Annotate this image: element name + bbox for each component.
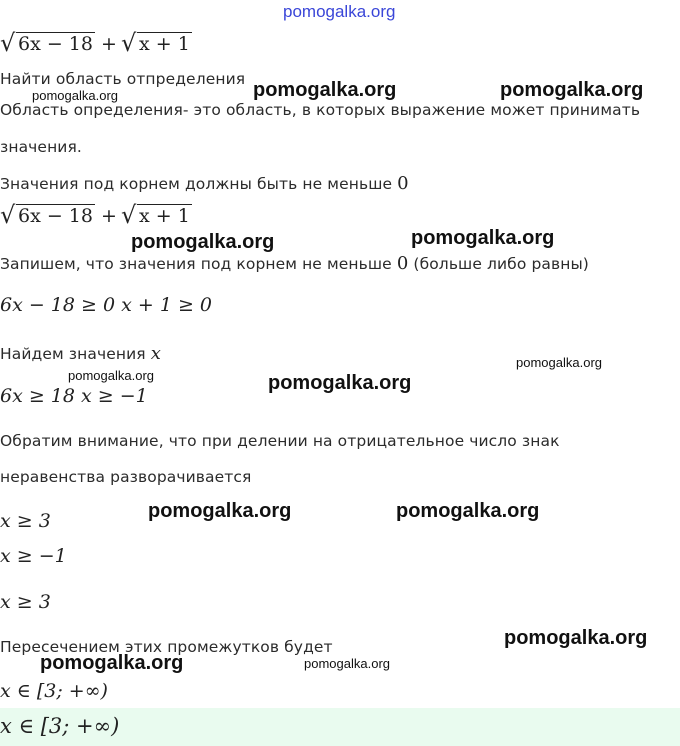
inequality-system-2: 6x ≥ 18 x ≥ −1 — [0, 385, 148, 407]
inequality-system-1: 6x − 18 ≥ 0 x + 1 ≥ 0 — [0, 294, 212, 316]
plus-sign: + — [101, 205, 117, 227]
definition-text-cont: значения. — [0, 138, 82, 156]
radicand-2: x + 1 — [139, 33, 190, 55]
result-2: x ≥ −1 — [0, 545, 67, 567]
watermark-small: pomogalka.org — [68, 368, 154, 383]
find-variable: x — [150, 343, 161, 364]
write-zero: 0 — [396, 253, 409, 274]
watermark: pomogalka.org — [411, 227, 555, 249]
write-tail: (больше либо равны) — [413, 255, 589, 273]
watermark: pomogalka.org — [253, 79, 397, 101]
watermark: pomogalka.org — [148, 500, 292, 522]
watermark: pomogalka.org — [131, 231, 275, 253]
watermark: pomogalka.org — [504, 627, 648, 649]
plus-sign: + — [101, 33, 117, 55]
expression-radicals-2 — [2, 205, 192, 227]
watermark-small: pomogalka.org — [304, 656, 390, 671]
rule-zero: 0 — [397, 173, 409, 194]
find-text — [0, 343, 161, 364]
rule-label: Значения под корнем должны быть не меньше — [0, 175, 393, 193]
watermark-top: pomogalka.org — [283, 2, 396, 21]
answer-interval: x ∈ [3; +∞) — [0, 714, 120, 738]
watermark: pomogalka.org — [40, 652, 184, 674]
radicand-1: 6x − 18 — [18, 33, 93, 55]
watermark-small: pomogalka.org — [516, 355, 602, 370]
watermark: pomogalka.org — [500, 79, 644, 101]
answer-box — [0, 708, 680, 746]
definition-text: Область определения- это область, в которых выражение может принимать — [0, 101, 641, 119]
note-text: Обратим внимание, что при делении на отрицательное число знак — [0, 432, 560, 450]
result-3: x ≥ 3 — [0, 591, 51, 613]
interval-result: x ∈ [3; +∞) — [0, 680, 108, 702]
radicand-1: 6x − 18 — [18, 205, 93, 227]
intersection-text: Пересечением этих промежутков будет — [0, 638, 333, 656]
write-label: Запишем, что значения под корнем не меньше — [0, 255, 392, 273]
write-text — [0, 253, 589, 274]
expression-radicals — [2, 33, 192, 55]
note-text-cont: неравенства разворачивается — [0, 468, 252, 486]
radicand-2: x + 1 — [139, 205, 190, 227]
task-heading: Найти область отпределения — [0, 70, 246, 88]
watermark: pomogalka.org — [268, 372, 412, 394]
find-label: Найдем значения — [0, 345, 146, 363]
watermark: pomogalka.org — [396, 500, 540, 522]
result-1: x ≥ 3 — [0, 510, 51, 532]
watermark-small: pomogalka.org — [32, 88, 118, 103]
rule-text — [0, 173, 409, 194]
